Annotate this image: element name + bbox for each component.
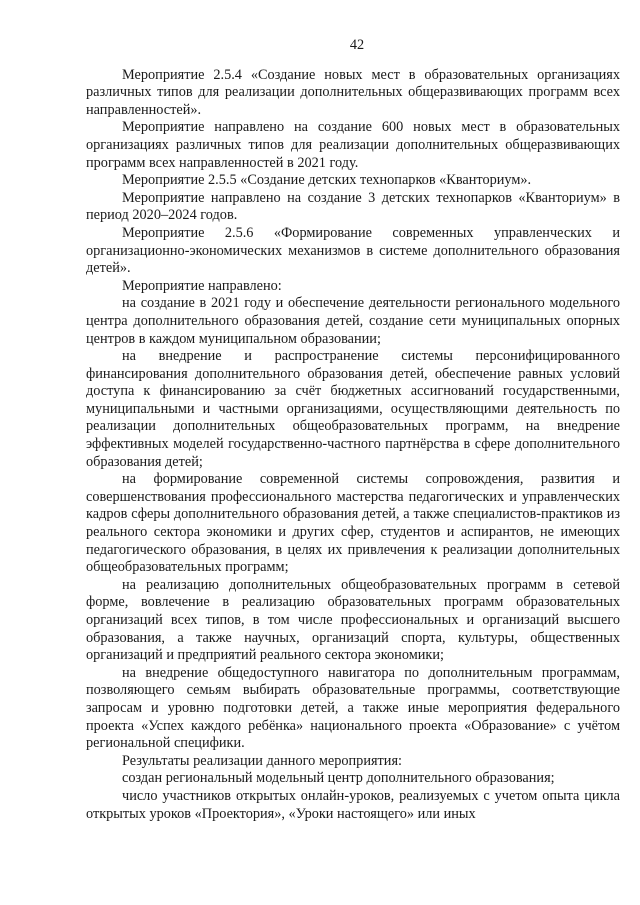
paragraph-event-2-5-4-title: Мероприятие 2.5.4 «Создание новых мест в образовательных организациях различных типов для реализации дополнительных общеразвивающих программ всех направленностей».: [86, 66, 620, 118]
paragraph-event-2-5-6-title: Мероприятие 2.5.6 «Формирование современных управленческих и организационно-экономических механизмов в системе дополнительного образования детей».: [86, 224, 620, 277]
paragraph-event-2-5-5-title: Мероприятие 2.5.5 «Создание детских технопарков «Кванториум».: [122, 172, 532, 189]
list-item-network-form: на реализацию дополнительных общеобразовательных программ в сетевой форме, вовлечение в реализацию образовательных программ образовательных организаций всех типов, в том числе профессиональных и организаций высшего образования, а также научных, организаций спорта, культуры, общественных организаций и предприятий реального сектора экономики;: [86, 576, 620, 664]
paragraph-event-2-5-5-description: Мероприятие направлено на создание 3 детских технопарков «Кванториум» в период 2020–2024 годов.: [86, 189, 620, 224]
list-item-model-center: на создание в 2021 году и обеспечение деятельности регионального модельного центра дополнительного образования детей, создание сети муниципальных опорных центров в каждом муниципальном образовании;: [86, 295, 620, 347]
page-number: 42: [349, 37, 365, 53]
paragraph-directed-to: Мероприятие направлено:: [122, 277, 282, 294]
list-item-result-participants: число участников открытых онлайн-уроков, реализуемых с учетом опыта цикла открытых уроков «Проектория», «Уроки настоящего» или иных: [86, 787, 620, 822]
list-item-navigator: на внедрение общедоступного навигатора по дополнительным программам, позволяющего семьям выбирать образовательные программы, соответствующие запросам и уровню подготовки детей, а также иные мероприятия федерального проекта «Успех каждого ребёнка» национального проекта «Образование» с учётом региональной специфики.: [86, 664, 620, 752]
paragraph-event-2-5-4-description: Мероприятие направлено на создание 600 новых мест в образовательных организациях различных типов для реализации дополнительных общеразвивающих программ всех направленностей в 2021 году.: [86, 119, 620, 171]
list-item-result-center: создан региональный модельный центр дополнительного образования;: [122, 770, 555, 787]
list-item-personified-financing: на внедрение и распространение системы персонифицированного финансирования дополнительного образования детей, обеспечение равных условий доступа к финансированию за счёт бюджетных ассигнований государственными, муниципальными и частными организациями, осуществляющими деятельность по реализации дополнительных общеобразовательных программ, на внедрение эффективных моделей государственно-частного партнёрства в сфере дополнительного образования детей;: [86, 348, 620, 470]
paragraph-results-heading: Результаты реализации данного мероприятия:: [122, 752, 402, 769]
list-item-staff-support: на формирование современной системы сопровождения, развития и совершенствования профессионального мастерства педагогических и управленческих кадров сферы дополнительного образования детей, а также специалистов-практиков из реального сектора экономики и других сфер, студентов и аспирантов, не имеющих педагогического образования, в целях их привлечения к реализации дополнительных общеобразовательных программ;: [86, 471, 620, 576]
